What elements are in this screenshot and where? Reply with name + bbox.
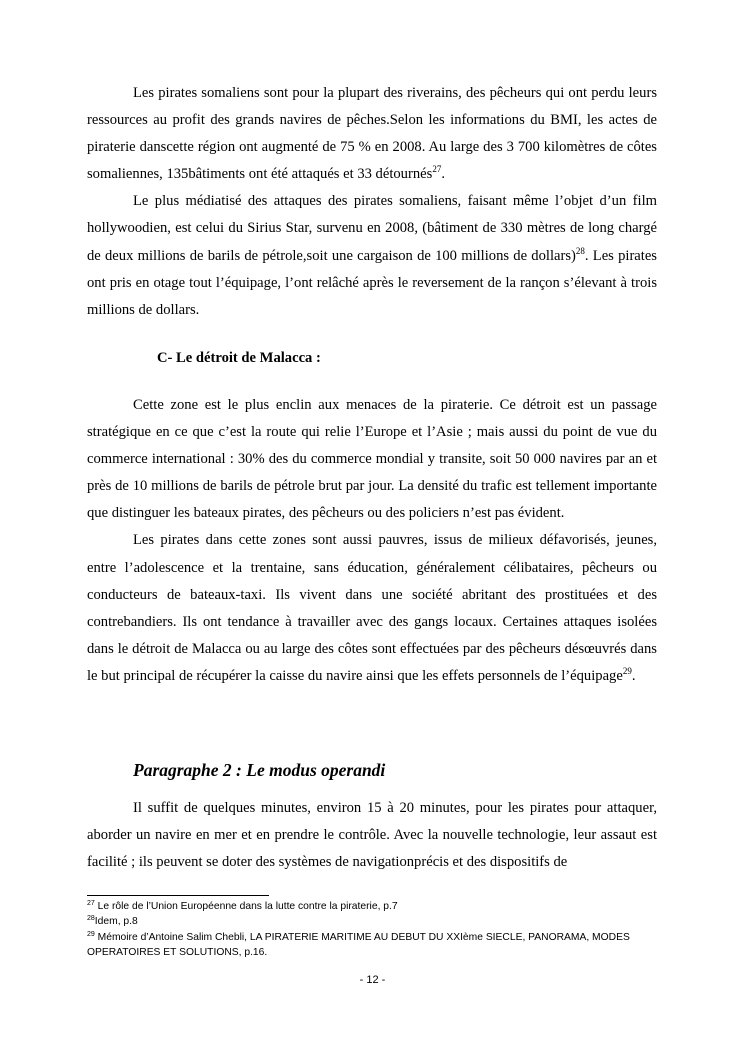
footnote-27: $^{27}$ Le rôle de l’Union Européenne dans la lutte contre la piraterie, p.7 bbox=[87, 900, 398, 912]
page-number: - 12 - bbox=[359, 974, 386, 986]
paragraph-heading-modus-operandi: Paragraphe 2 : Le modus operandi bbox=[133, 760, 386, 780]
footnote-divider bbox=[87, 895, 269, 896]
footnote-ref-29: 29 bbox=[622, 665, 632, 676]
somalia-paragraph-2: Le plus médiatisé des attaques des pirates somaliens, faisant même l’objet d’un film hollywoodien, est celui du Sirius Star, survenu en 2008, (bâtiment de 330 mètres de long chargé de deux millions de barils de pétrole,soit une cargaison de 100 millions de dollars)$^{28}$. Les pirates ont pris en otage tout l’équipage, l’ont relâché après le reversement de la rançon s’élevant à trois millions de dollars. bbox=[87, 193, 657, 318]
malacca-paragraph-2: Les pirates dans cette zones sont aussi pauvres, issus de milieux défavorisés, jeunes, entre l’adolescence et la trentaine, sans éducation, généralement célibataires, pêcheurs ou conducteurs de bateaux-taxi. Ils vivent dans une société abritant des prostituées et des contrebandiers. Ils ont tendance à travailler avec des gangs locaux. Certaines attaques isolées dans le détroit de Malacca ou au large des côtes sont effectuées par des pêcheurs désœuvrés dans le but principal de récupérer la caisse du navire ainsi que les effets personnels de l’équipage$^{29}$. bbox=[87, 532, 657, 684]
footnote-ref-28: 28 bbox=[575, 245, 585, 256]
modus-section bbox=[87, 795, 657, 876]
footnote-28: $^{28}$Idem, p.8 bbox=[87, 915, 138, 928]
malacca-section bbox=[87, 392, 657, 690]
malacca-paragraph-1: Cette zone est le plus enclin aux menaces de la piraterie. Ce détroit est un passage stratégique en ce que c’est la route qui relie l’Europe et l’Asie ; mais aussi du point de vue du commerce international : 30% des du commerce mondial y transite, soit 50 000 navires par an et près de 10 millions de barils de pétrole brut par jour. La densité du trafic est tellement importante que distinguer les bateaux pirates, des pêcheurs ou des policiers n’est pas évident. bbox=[87, 397, 657, 522]
footnote-ref-27: 27 bbox=[432, 164, 442, 175]
modus-paragraph-1: Il suffit de quelques minutes, environ 15 à 20 minutes, pour les pirates pour attaquer, aborder un navire en mer et en prendre le contrôle. Avec la nouvelle technologie, leur assaut est facilité ; ils peuvent se doter des systèmes de navigationprécis et des dispositifs de bbox=[87, 800, 657, 871]
footnotes bbox=[87, 899, 667, 961]
footnote-29: $^{29}$ Mémoire d’Antoine Salim Chebli, LA PIRATERIE MARITIME AU DEBUT DU XXIème SIECLE, PANORAMA, MODES OPERATOIRES ET SOLUTIONS, p.16. bbox=[87, 930, 630, 959]
section-heading-malacca: C- Le détroit de Malacca : bbox=[157, 350, 321, 366]
page-body bbox=[87, 80, 657, 871]
somalia-paragraph-1: Les pirates somaliens sont pour la plupart des riverains, des pêcheurs qui ont perdu leurs ressources au profit des grands navires de pêches.Selon les informations du BMI, les actes de piraterie danscette région ont augmenté de 75 % en 2008. Au large des 3 700 kilomètres de côtes somaliennes, 135bâtiments ont été attaqués et 33 détournés$^{27}$. bbox=[87, 85, 657, 183]
